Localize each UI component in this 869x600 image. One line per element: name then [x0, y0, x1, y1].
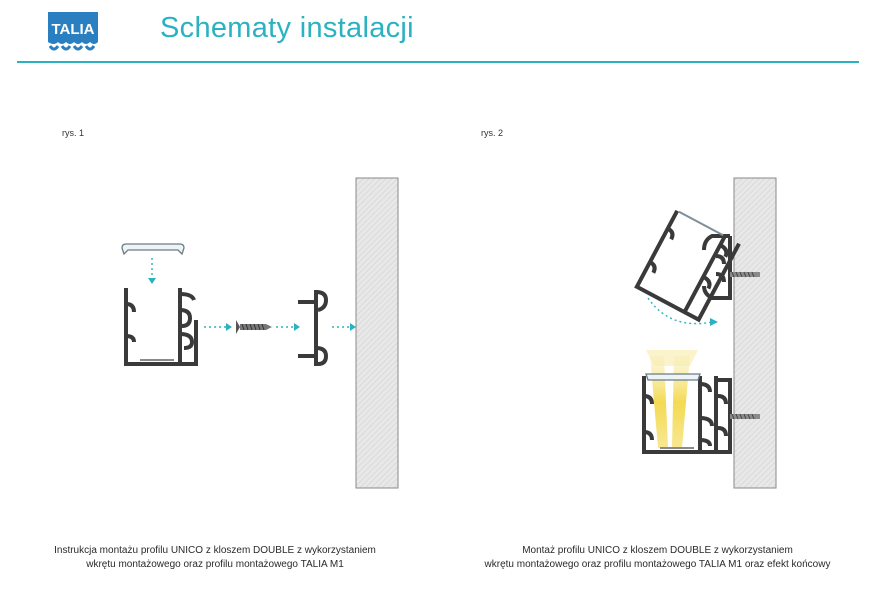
header-divider	[17, 61, 859, 63]
caption-line: wkrętu montażowego oraz profilu montażowego TALIA M1	[86, 559, 344, 570]
arrow-right-icon	[204, 323, 232, 331]
light-beam	[646, 350, 698, 448]
diffuser-cover	[646, 374, 700, 380]
caption-line: wkrętu montażowego oraz profilu montażowego TALIA M1 oraz efekt końcowy	[484, 559, 831, 570]
arrow-right-icon	[332, 323, 356, 331]
wall	[356, 178, 398, 488]
mounting-profile-m1	[298, 290, 326, 366]
talia-logo	[46, 8, 100, 54]
screw-icon	[730, 414, 760, 419]
figure-2-label: rys. 2	[481, 128, 504, 138]
arrow-right-icon	[276, 323, 300, 331]
page-title: Schematy instalacji	[160, 12, 414, 44]
figure-2-diagram	[620, 170, 790, 500]
logo-text: TALIA	[51, 21, 95, 38]
figure-1-caption	[20, 544, 410, 572]
figure-1-diagram	[100, 170, 410, 500]
unico-profile	[126, 288, 196, 364]
arrow-down-icon	[148, 258, 156, 284]
header	[0, 0, 869, 64]
diffuser-cover	[122, 244, 184, 254]
wall	[734, 178, 776, 488]
figure-2-caption	[455, 544, 860, 572]
caption-line: Montaż profilu UNICO z kloszem DOUBLE z wykorzystaniem	[522, 545, 793, 556]
caption-line: Instrukcja montażu profilu UNICO z kloszem DOUBLE z wykorzystaniem	[54, 545, 376, 556]
screw-icon	[730, 272, 760, 277]
screw-icon	[236, 320, 272, 334]
figure-1-label: rys. 1	[62, 128, 85, 138]
